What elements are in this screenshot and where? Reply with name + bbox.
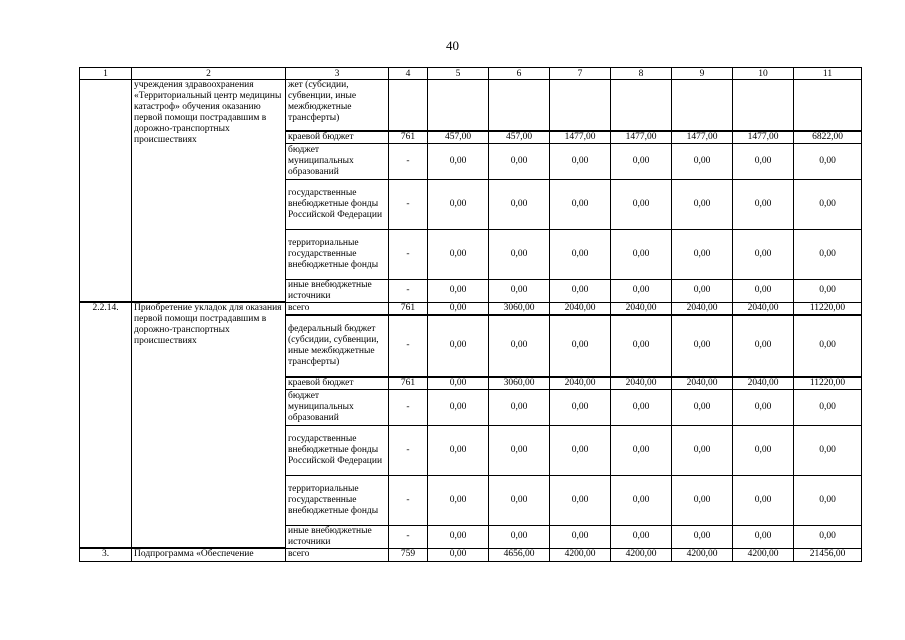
amount-cell: 0,00 (489, 425, 550, 475)
funding-source: краевой бюджет (286, 131, 389, 144)
amount-cell: 6822,00 (794, 131, 862, 144)
row-code: 2.2.14. (80, 302, 132, 548)
column-header: 8 (611, 68, 672, 80)
amount-cell: 0,00 (489, 389, 550, 425)
amount-cell: 1477,00 (550, 131, 611, 144)
funding-source: краевой бюджет (286, 377, 389, 390)
funding-source: всего (286, 548, 389, 561)
amount-cell: 11220,00 (794, 302, 862, 315)
funding-source: государственные внебюджетные фонды Российской Федерации (286, 425, 389, 475)
amount-cell: 2040,00 (672, 302, 733, 315)
amount-cell: 0,00 (672, 425, 733, 475)
amount-cell: 0,00 (428, 377, 489, 390)
amount-cell: 0,00 (733, 525, 794, 548)
amount-cell (672, 80, 733, 131)
amount-cell: 3060,00 (489, 302, 550, 315)
agency-code: - (389, 425, 428, 475)
amount-cell (489, 80, 550, 131)
amount-cell: 0,00 (611, 143, 672, 179)
amount-cell (428, 80, 489, 131)
agency-code (389, 80, 428, 131)
page-number: 40 (446, 38, 459, 53)
amount-cell: 2040,00 (611, 377, 672, 390)
amount-cell: 1477,00 (611, 131, 672, 144)
amount-cell: 0,00 (672, 315, 733, 377)
amount-cell: 2040,00 (672, 377, 733, 390)
activity-name: учреждения здравоохранения «Территориальный центр медицины катастроф» обучения оказанию первой помощи пострадавшим в дорожно-транспортных происшествиях (132, 80, 286, 303)
amount-cell: 0,00 (428, 179, 489, 229)
table-row (80, 548, 862, 561)
funding-source: бюджет муниципальных образований (286, 389, 389, 425)
amount-cell: 0,00 (672, 179, 733, 229)
amount-cell: 0,00 (489, 229, 550, 279)
amount-cell: 0,00 (733, 179, 794, 229)
agency-code: - (389, 475, 428, 525)
amount-cell: 0,00 (428, 525, 489, 548)
funding-source: государственные внебюджетные фонды Российской Федерации (286, 179, 389, 229)
column-header: 10 (733, 68, 794, 80)
amount-cell: 0,00 (733, 143, 794, 179)
amount-cell: 0,00 (550, 143, 611, 179)
amount-cell: 0,00 (489, 143, 550, 179)
amount-cell: 2040,00 (733, 377, 794, 390)
agency-code: 759 (389, 548, 428, 561)
amount-cell: 0,00 (489, 315, 550, 377)
amount-cell: 0,00 (794, 315, 862, 377)
header-row (80, 68, 862, 80)
amount-cell: 0,00 (794, 425, 862, 475)
amount-cell: 0,00 (672, 279, 733, 302)
amount-cell: 0,00 (489, 179, 550, 229)
amount-cell: 0,00 (428, 302, 489, 315)
amount-cell: 0,00 (794, 229, 862, 279)
agency-code: - (389, 229, 428, 279)
amount-cell: 0,00 (733, 389, 794, 425)
amount-cell: 0,00 (428, 143, 489, 179)
amount-cell: 0,00 (611, 315, 672, 377)
row-code (80, 80, 132, 303)
funding-source: жет (субсидии, субвенции, иные межбюджетные трансферты) (286, 80, 389, 131)
amount-cell: 2040,00 (550, 302, 611, 315)
amount-cell: 0,00 (672, 389, 733, 425)
amount-cell: 4656,00 (489, 548, 550, 561)
amount-cell: 0,00 (794, 525, 862, 548)
column-header: 11 (794, 68, 862, 80)
amount-cell: 4200,00 (672, 548, 733, 561)
amount-cell: 0,00 (733, 279, 794, 302)
amount-cell: 0,00 (611, 475, 672, 525)
agency-code: - (389, 279, 428, 302)
amount-cell: 0,00 (611, 179, 672, 229)
amount-cell: 0,00 (550, 525, 611, 548)
amount-cell: 11220,00 (794, 377, 862, 390)
amount-cell: 457,00 (428, 131, 489, 144)
agency-code: - (389, 179, 428, 229)
column-header: 1 (80, 68, 132, 80)
amount-cell: 2040,00 (550, 377, 611, 390)
funding-source: бюджет муниципальных образований (286, 143, 389, 179)
amount-cell: 0,00 (550, 389, 611, 425)
amount-cell: 0,00 (428, 389, 489, 425)
agency-code: - (389, 525, 428, 548)
agency-code: - (389, 143, 428, 179)
amount-cell: 0,00 (672, 525, 733, 548)
agency-code: - (389, 389, 428, 425)
amount-cell: 0,00 (550, 279, 611, 302)
amount-cell: 21456,00 (794, 548, 862, 561)
funding-source: территориальные государственные внебюджетные фонды (286, 475, 389, 525)
amount-cell: 0,00 (611, 229, 672, 279)
amount-cell: 0,00 (611, 279, 672, 302)
row-code: 3. (80, 548, 132, 561)
funding-source: иные внебюджетные источники (286, 525, 389, 548)
amount-cell: 0,00 (733, 229, 794, 279)
agency-code: 761 (389, 377, 428, 390)
amount-cell: 1477,00 (733, 131, 794, 144)
amount-cell: 0,00 (550, 179, 611, 229)
amount-cell (794, 80, 862, 131)
amount-cell: 0,00 (611, 389, 672, 425)
amount-cell: 0,00 (794, 389, 862, 425)
amount-cell: 0,00 (611, 525, 672, 548)
amount-cell: 0,00 (550, 475, 611, 525)
amount-cell: 0,00 (428, 475, 489, 525)
amount-cell: 0,00 (672, 143, 733, 179)
agency-code: - (389, 315, 428, 377)
table-row (80, 80, 862, 131)
agency-code: 761 (389, 302, 428, 315)
amount-cell: 0,00 (733, 475, 794, 525)
amount-cell: 0,00 (733, 425, 794, 475)
amount-cell: 0,00 (489, 279, 550, 302)
amount-cell (733, 80, 794, 131)
amount-cell: 0,00 (428, 315, 489, 377)
column-header: 9 (672, 68, 733, 80)
table-row (80, 302, 862, 315)
amount-cell: 0,00 (794, 179, 862, 229)
amount-cell: 0,00 (794, 143, 862, 179)
funding-source: иные внебюджетные источники (286, 279, 389, 302)
funding-source: федеральный бюджет (субсидии, субвенции, иные межбюджетные трансферты) (286, 315, 389, 377)
amount-cell: 2040,00 (733, 302, 794, 315)
amount-cell: 457,00 (489, 131, 550, 144)
amount-cell: 0,00 (550, 425, 611, 475)
amount-cell (611, 80, 672, 131)
amount-cell: 0,00 (428, 548, 489, 561)
column-header: 2 (132, 68, 286, 80)
amount-cell: 0,00 (672, 229, 733, 279)
column-header: 6 (489, 68, 550, 80)
amount-cell: 4200,00 (733, 548, 794, 561)
amount-cell: 0,00 (794, 279, 862, 302)
column-header: 4 (389, 68, 428, 80)
amount-cell: 0,00 (550, 315, 611, 377)
amount-cell: 4200,00 (550, 548, 611, 561)
amount-cell: 0,00 (550, 229, 611, 279)
column-header: 7 (550, 68, 611, 80)
funding-source: территориальные государственные внебюджетные фонды (286, 229, 389, 279)
amount-cell: 3060,00 (489, 377, 550, 390)
amount-cell: 0,00 (428, 229, 489, 279)
funding-source: всего (286, 302, 389, 315)
amount-cell: 0,00 (733, 315, 794, 377)
amount-cell (550, 80, 611, 131)
amount-cell: 0,00 (428, 425, 489, 475)
amount-cell: 4200,00 (611, 548, 672, 561)
amount-cell: 1477,00 (672, 131, 733, 144)
amount-cell: 0,00 (489, 525, 550, 548)
amount-cell: 0,00 (489, 475, 550, 525)
budget-table (79, 67, 862, 562)
column-header: 3 (286, 68, 389, 80)
amount-cell: 2040,00 (611, 302, 672, 315)
amount-cell: 0,00 (794, 475, 862, 525)
amount-cell: 0,00 (428, 279, 489, 302)
activity-name: Приобретение укладок для оказания первой помощи пострадавшим в дорожно-транспортных происшествиях (132, 302, 286, 548)
activity-name: Подпрограмма «Обеспечение (132, 548, 286, 561)
column-header: 5 (428, 68, 489, 80)
agency-code: 761 (389, 131, 428, 144)
amount-cell: 0,00 (672, 475, 733, 525)
amount-cell: 0,00 (611, 425, 672, 475)
